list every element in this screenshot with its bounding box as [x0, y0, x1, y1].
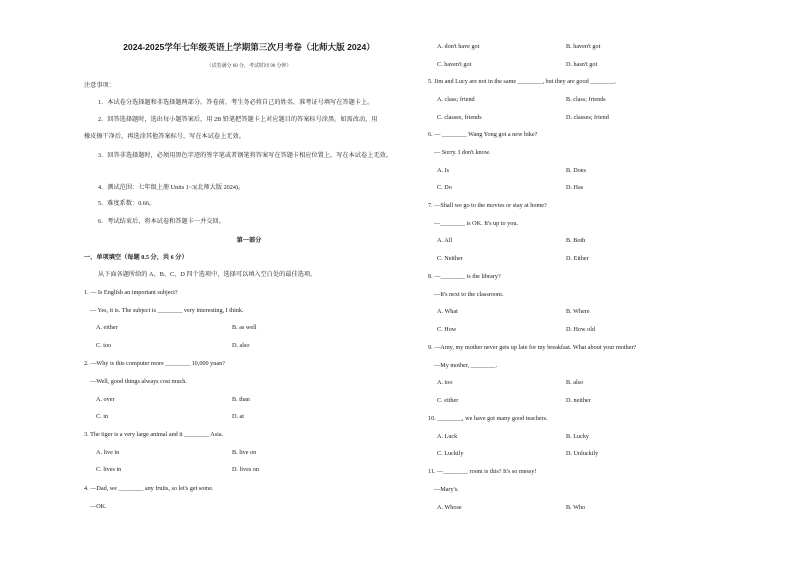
option-b[interactable]: B. as well — [232, 324, 257, 331]
note-item: 4．测试范围：七年级上册 Units 1~3(北师大版 2024)。 — [98, 184, 245, 191]
option-d[interactable]: D. at — [232, 413, 245, 420]
option-c[interactable]: C. classes, friends — [437, 114, 482, 121]
question-stem: 9. —Amy, my mother never gets up late for my breakfast. What about your mother? — [428, 344, 637, 351]
option-d[interactable]: D. neither — [566, 397, 591, 404]
question-stem: — Yes, it is. The subject is ________ very interesting, I think. — [90, 307, 244, 314]
option-c[interactable]: C. haven't got — [437, 61, 472, 68]
option-a[interactable]: A. All — [437, 237, 453, 244]
option-a[interactable]: A. either — [96, 324, 118, 331]
option-b[interactable]: B. live on — [232, 449, 257, 456]
option-b[interactable]: B. haven't got — [566, 43, 601, 50]
exam-title: 2024-2025学年七年级英语上学期第三次月考卷（北师大版 2024） — [123, 42, 375, 52]
option-b[interactable]: B. Does — [566, 167, 586, 174]
exam-subtitle: （试卷满分 60 分，考试时间 90 分钟） — [206, 64, 292, 69]
question-stem: 8. —________ is the library? — [428, 273, 501, 280]
option-d[interactable]: D. hasn't got — [566, 61, 598, 68]
question-stem: 7. —Shall we go to the movies or stay at home? — [428, 202, 547, 209]
question-stem: —It's next to the classroom. — [434, 291, 504, 298]
question-stem: —Mary's. — [434, 486, 459, 493]
part-title: 第一部分 — [236, 237, 262, 244]
question-stem: 3. The tiger is a very large animal and it ________ Asia. — [84, 431, 224, 438]
question-stem: 5. Jim and Lucy are not in the same ________, but they are good ________. — [428, 78, 617, 85]
option-a[interactable]: A. over — [96, 396, 115, 403]
option-c[interactable]: C. lives in — [96, 466, 122, 473]
option-d[interactable]: D. also — [232, 342, 250, 349]
question-stem: 4. —Dad, we ________ any fruits, so let's get some. — [84, 485, 214, 492]
note-item: 1．本试卷分选择题和非选择题两部分。答卷前，考生务必将自己的姓名、准考证号填写在答题卡上。 — [98, 99, 374, 106]
option-b[interactable]: B. class; friends — [566, 96, 606, 103]
question-stem: — Sorry. I don't know. — [434, 149, 491, 156]
option-a[interactable]: A. don't have got — [437, 43, 480, 50]
section-heading: 一、单项填空（每题 0.5 分，共 6 分） — [84, 254, 188, 261]
question-stem: —OK. — [90, 503, 107, 510]
option-b[interactable]: B. Lucky — [566, 433, 590, 440]
note-item: 5．难度系数：0.66。 — [98, 200, 156, 207]
option-c[interactable]: C. Do — [437, 184, 452, 191]
option-b[interactable]: B. than — [232, 396, 250, 403]
option-c[interactable]: C. in — [96, 413, 109, 420]
question-stem: 11. —________ room is this? It's so messy! — [428, 468, 537, 475]
option-a[interactable]: A. live in — [96, 449, 120, 456]
option-a[interactable]: A. Whose — [437, 504, 462, 511]
option-c[interactable]: C. too — [96, 342, 112, 349]
option-d[interactable]: D. lives on — [232, 466, 259, 473]
option-b[interactable]: B. also — [566, 379, 584, 386]
option-b[interactable]: B. Who — [566, 504, 586, 511]
option-a[interactable]: A. Luck — [437, 433, 458, 440]
question-stem: —Well, good things always cost much. — [90, 378, 187, 385]
notes-heading: 注意事项： — [84, 82, 115, 89]
option-d[interactable]: D. Has — [566, 184, 584, 191]
question-stem: 1. — Is English an important subject? — [84, 289, 178, 296]
option-a[interactable]: A. Is — [437, 167, 450, 174]
option-d[interactable]: D. How old — [566, 326, 596, 333]
option-c[interactable]: C. either — [437, 397, 459, 404]
option-c[interactable]: C. How — [437, 326, 457, 333]
option-b[interactable]: B. Where — [566, 308, 590, 315]
option-c[interactable]: C. Luckily — [437, 450, 464, 457]
question-stem: 10. ________, we have got many good teachers. — [428, 415, 548, 422]
option-a[interactable]: A. too — [437, 379, 453, 386]
option-b[interactable]: B. Both — [566, 237, 586, 244]
note-item: 6．考试结束后，将本试卷和答题卡一并交回。 — [98, 218, 225, 225]
option-d[interactable]: D. Either — [566, 255, 589, 262]
note-item: 橡皮擦干净后，再选涂其他答案标号，写在本试卷上无效。 — [84, 133, 245, 140]
option-a[interactable]: A. What — [437, 308, 458, 315]
question-stem: —________ is OK. It's up to you. — [434, 220, 518, 227]
note-item: 3．回答非选择题时，必须用黑色字迹的签字笔或者钢笔将答案写在答题卡相应位置上，写在本试卷上无效。 — [98, 152, 392, 159]
option-a[interactable]: A. class; friend — [437, 96, 475, 103]
option-c[interactable]: C. Neither — [437, 255, 463, 262]
note-item: 2．回答选择题时，选出每小题答案后，用 2B 铅笔把答题卡上对应题目的答案标号涂黑。如需改动，用 — [98, 116, 378, 123]
question-stem: —My mother, ________. — [434, 362, 497, 369]
question-stem: 6. — ________ Wang Yong got a new bike? — [428, 131, 538, 138]
section-instruction: 从下面各题所给的 A、B、C、D 四个选项中，选择可以填入空白处的最佳选项。 — [98, 271, 317, 278]
option-d[interactable]: D. classes; friend — [566, 114, 609, 121]
option-d[interactable]: D. Unluckily — [566, 450, 599, 457]
question-stem: 2. —Why is this computer more ________ 10,000 yuan? — [84, 360, 225, 367]
